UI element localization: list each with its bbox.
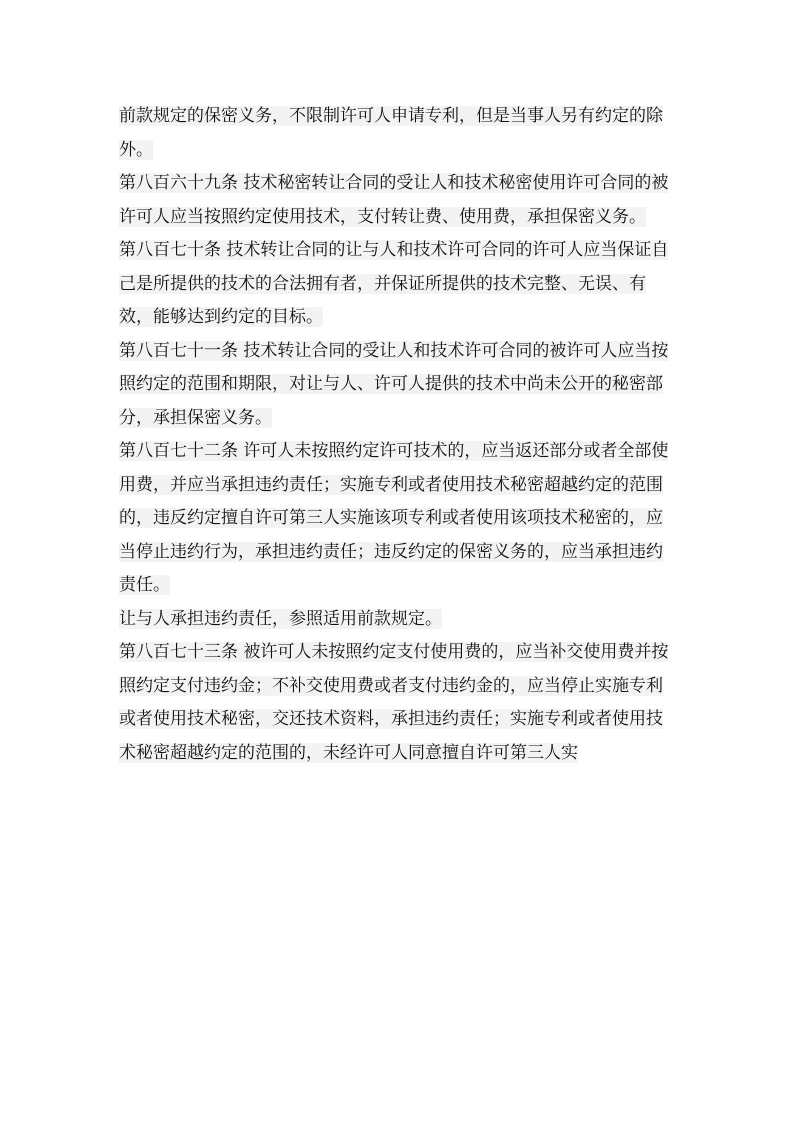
document-body (119, 100, 679, 770)
paragraph-article-870-text: 第八百七十条 技术转让合同的让与人和技术许可合同的许可人应当保证自己是所提供的技术的合法拥有者，并保证所提供的技术完整、无误、有效，能够达到约定的目标。 (119, 240, 669, 327)
paragraph-article-869 (119, 167, 679, 234)
paragraph-article-870 (119, 234, 679, 335)
paragraph-article-872-part-2-text: 让与人承担违约责任，参照适用前款规定。 (119, 608, 442, 629)
paragraph-1-text: 前款规定的保密义务，不限制许可人申请专利，但是当事人另有约定的除外。 (119, 106, 663, 160)
paragraph-1 (119, 100, 679, 167)
paragraph-article-872-part-2 (119, 603, 679, 637)
paragraph-article-873 (119, 636, 679, 770)
paragraph-article-872 (119, 435, 679, 603)
paragraph-article-871 (119, 335, 679, 436)
paragraph-article-871-text: 第八百七十一条 技术转让合同的受让人和技术许可合同的被许可人应当按照约定的范围和期限，对让与人、许可人提供的技术中尚未公开的秘密部分，承担保密义务。 (119, 340, 669, 428)
paragraph-article-873-text: 第八百七十三条 被许可人未按照约定支付使用费的，应当补交使用费并按照约定支付违约金；不补交使用费或者支付违约金的，应当停止实施专利或者使用技术秘密，交还技术资料，承担违约责任；实施专利或者使用技术秘密超越约定的范围的，未经许可人同意擅自许可第三人实 (119, 642, 669, 763)
paragraph-article-872-text: 第八百七十二条 许可人未按照约定许可技术的，应当返还部分或者全部使用费，并应当承担违约责任；实施专利或者使用技术秘密超越约定的范围的，违反约定擅自许可第三人实施该项专利或者使用该项技术秘密的，应当停止违约行为，承担违约责任；违反约定的保密义务的，应当承担违约责任。 (119, 441, 669, 595)
paragraph-article-869-text: 第八百六十九条 技术秘密转让合同的受让人和技术秘密使用许可合同的被许可人应当按照约定使用技术，支付转让费、使用费，承担保密义务。 (119, 173, 669, 227)
